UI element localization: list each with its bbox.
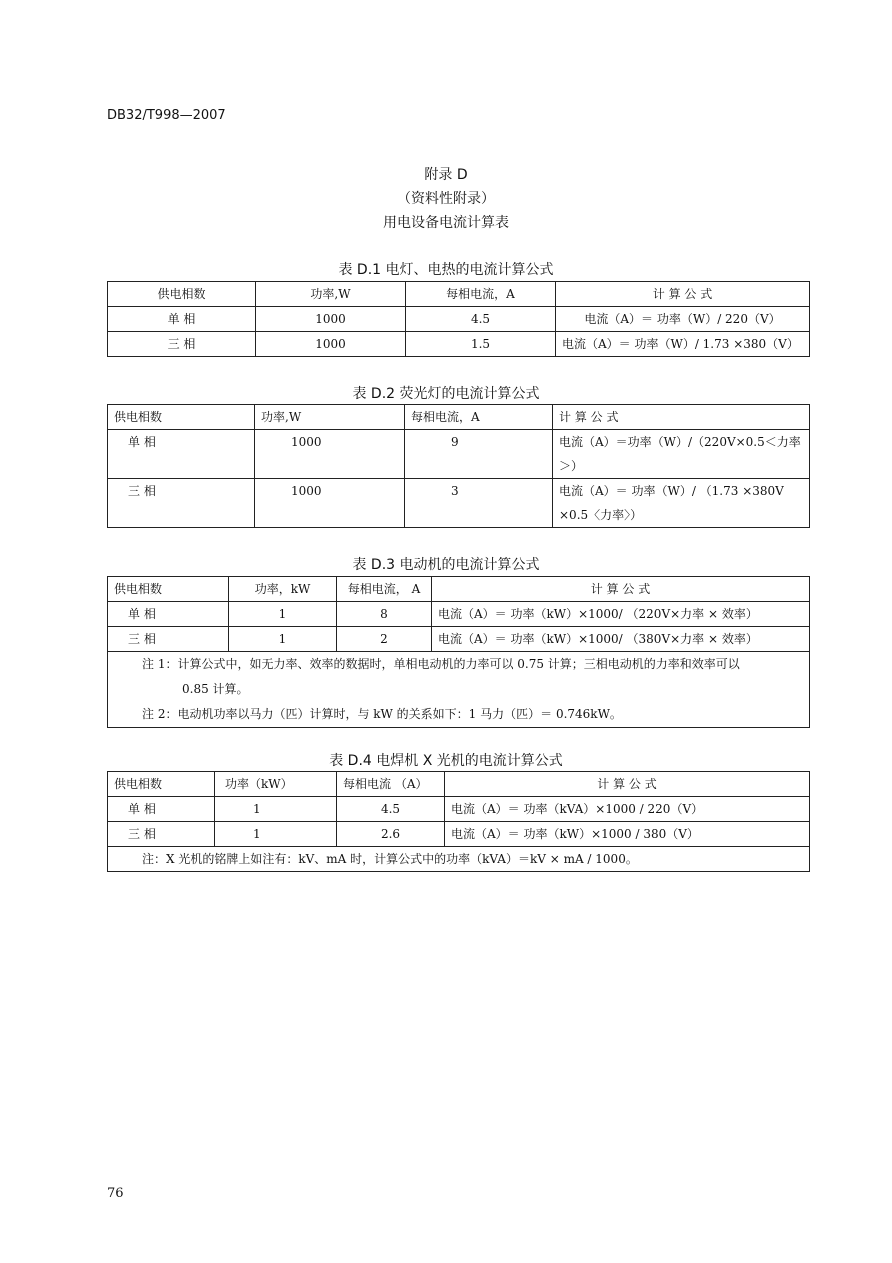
table-cell: 1000 xyxy=(256,332,406,357)
table-cell: 1000 xyxy=(255,430,405,479)
note-1-line-1: 注 1：计算公式中，如无力率、效率的数据时，单相电动机的力率可以 0.75 计算；三相电动机的力率和效率可以 xyxy=(142,657,740,671)
table-row xyxy=(108,479,810,528)
table-cell: 电流（A）＝功率（W）/（220V×0.5＜力率＞） xyxy=(553,430,810,479)
column-header: 功率,W xyxy=(256,282,406,307)
table-header-row xyxy=(108,405,810,430)
table-cell: 1000 xyxy=(255,479,405,528)
table-d1-caption: 表 D.1 电灯、电热的电流计算公式 xyxy=(338,262,554,278)
table-d2-caption: 表 D.2 荧光灯的电流计算公式 xyxy=(352,386,540,402)
table-d4-caption: 表 D.4 电焊机 X 光机的电流计算公式 xyxy=(329,753,563,769)
document-code: DB32/T998—2007 xyxy=(107,108,226,123)
column-header: 功率，kW xyxy=(229,577,337,602)
column-header: 每相电流，A xyxy=(405,405,553,430)
table-cell: 3 xyxy=(405,479,553,528)
table-cell: 电流（A）＝ 功率（kW）×1000 / 380（V） xyxy=(445,822,810,847)
appendix-title: 用电设备电流计算表 xyxy=(383,215,509,231)
table-note xyxy=(108,652,810,728)
column-header: 供电相数 xyxy=(108,772,215,797)
column-header: 每相电流，A xyxy=(406,282,556,307)
table-note-row xyxy=(108,652,810,728)
table-cell: 三 相 xyxy=(108,627,229,652)
table-cell: 4.5 xyxy=(406,307,556,332)
column-header: 每相电流 （A） xyxy=(337,772,445,797)
table-cell: 2.6 xyxy=(337,822,445,847)
column-header: 计 算 公 式 xyxy=(556,282,810,307)
table-cell: 4.5 xyxy=(337,797,445,822)
table-row xyxy=(108,822,810,847)
table-note-row xyxy=(108,847,810,872)
table-cell: 单 相 xyxy=(108,430,255,479)
table-row xyxy=(108,797,810,822)
column-header: 供电相数 xyxy=(108,282,256,307)
table-d2 xyxy=(107,404,810,528)
column-header: 计 算 公 式 xyxy=(445,772,810,797)
table-header-row xyxy=(108,282,810,307)
table-cell: 2 xyxy=(337,627,432,652)
table-cell: 电流（A）＝ 功率（W）/ 1.73 ×380（V） xyxy=(556,332,810,357)
note-1-line-2: 0.85 计算。 xyxy=(182,682,249,696)
table-cell: 单 相 xyxy=(108,797,215,822)
table-cell: 单 相 xyxy=(108,307,256,332)
table-cell: 电流（A）＝ 功率（kW）×1000/ （380V×力率 × 效率） xyxy=(432,627,810,652)
table-cell: 1 xyxy=(229,627,337,652)
table-header-row xyxy=(108,577,810,602)
appendix-nature: （资料性附录） xyxy=(397,191,495,207)
column-header: 每相电流， A xyxy=(337,577,432,602)
note-2: 注 2：电动机功率以马力（匹）计算时，与 kW 的关系如下：1 马力（匹）＝ 0.746kW。 xyxy=(142,707,622,721)
table-row xyxy=(108,307,810,332)
column-header: 功率（kW） xyxy=(215,772,337,797)
table-cell: 9 xyxy=(405,430,553,479)
column-header: 供电相数 xyxy=(108,405,255,430)
table-cell: 三 相 xyxy=(108,822,215,847)
table-cell: 1000 xyxy=(256,307,406,332)
table-cell: 电流（A）＝ 功率（kW）×1000/ （220V×力率 × 效率） xyxy=(432,602,810,627)
table-cell: 1 xyxy=(215,797,337,822)
table-d3 xyxy=(107,576,810,728)
table-cell: 电流（A）＝ 功率（W）/ （1.73 ×380V ×0.5〈力率〉） xyxy=(553,479,810,528)
table-cell: 1 xyxy=(215,822,337,847)
column-header: 计 算 公 式 xyxy=(553,405,810,430)
table-row xyxy=(108,332,810,357)
column-header: 计 算 公 式 xyxy=(432,577,810,602)
table-cell: 1 xyxy=(229,602,337,627)
table-cell: 电流（A）＝ 功率（kVA）×1000 / 220（V） xyxy=(445,797,810,822)
table-d1 xyxy=(107,281,810,357)
table-d3-caption: 表 D.3 电动机的电流计算公式 xyxy=(352,557,540,573)
table-cell: 电流（A）＝ 功率（W）/ 220（V） xyxy=(556,307,810,332)
table-cell: 三 相 xyxy=(108,332,256,357)
table-d4 xyxy=(107,771,810,872)
column-header: 供电相数 xyxy=(108,577,229,602)
table-cell: 1.5 xyxy=(406,332,556,357)
table-row xyxy=(108,602,810,627)
table-cell: 单 相 xyxy=(108,602,229,627)
table-row xyxy=(108,430,810,479)
column-header: 功率,W xyxy=(255,405,405,430)
table-cell: 三 相 xyxy=(108,479,255,528)
page-number: 76 xyxy=(107,1186,124,1201)
table-cell: 8 xyxy=(337,602,432,627)
table-note: 注：X 光机的铭牌上如注有：kV、mA 时，计算公式中的功率（kVA）＝kV × mA / 1000。 xyxy=(108,847,810,872)
appendix-label: 附录 D xyxy=(424,167,468,183)
table-header-row xyxy=(108,772,810,797)
table-row xyxy=(108,627,810,652)
